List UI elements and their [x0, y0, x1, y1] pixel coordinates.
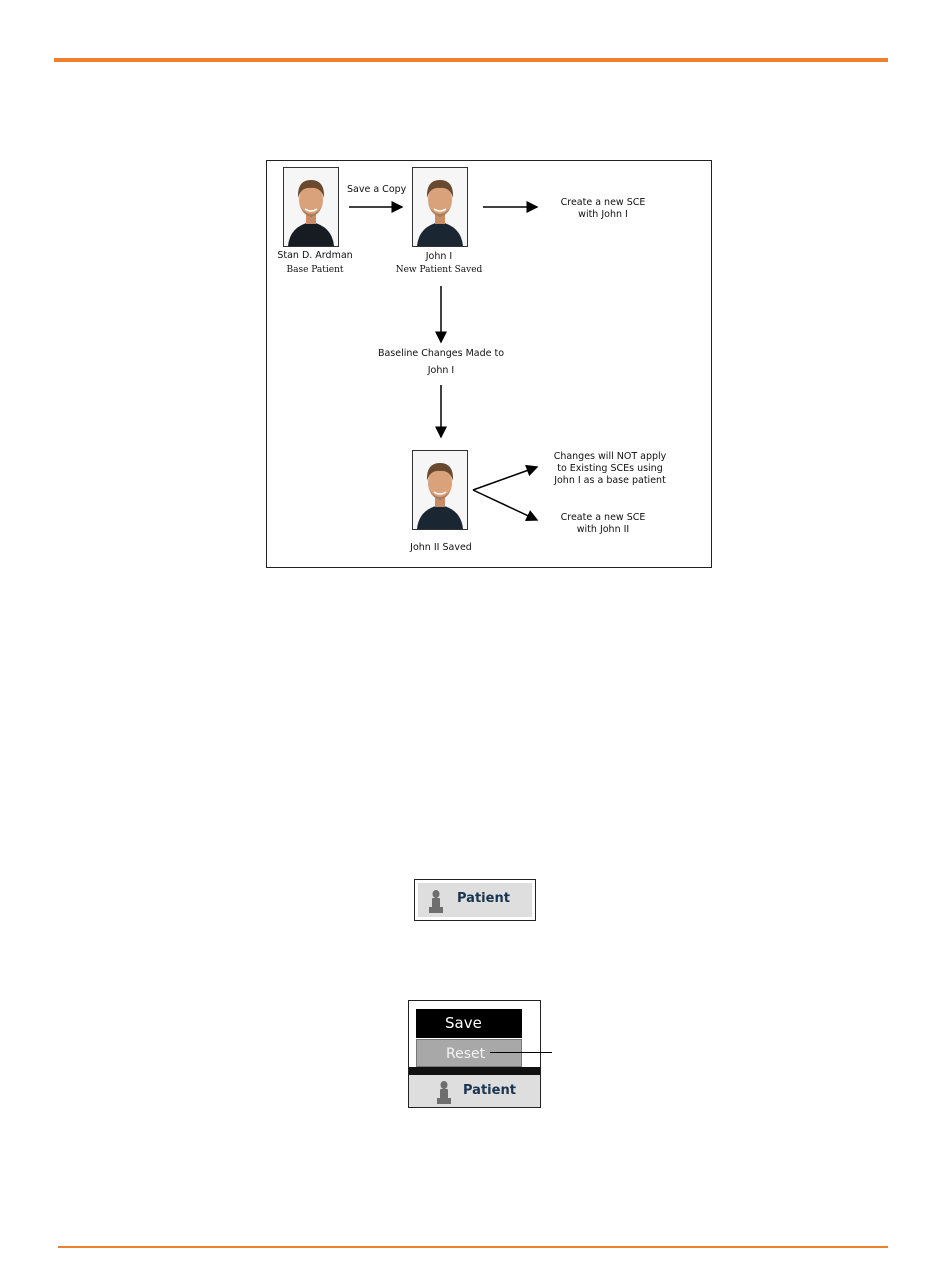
- baseline-line1: Baseline Changes Made to: [377, 348, 505, 359]
- patient-button[interactable]: [418, 883, 532, 917]
- baseline-line2: John I: [427, 365, 455, 376]
- patient-copy-flow-diagram: [266, 160, 712, 568]
- menu-patient-button[interactable]: [409, 1075, 540, 1107]
- patient-figure-icon: [428, 889, 444, 913]
- top-accent-rule: [54, 58, 888, 62]
- not-apply-line1: Changes will NOT apply: [553, 451, 667, 462]
- arrow-not-apply: [473, 467, 537, 490]
- john1-photo: [412, 167, 468, 247]
- stan-role: Base Patient: [286, 265, 344, 275]
- patient-button-label: Patient: [457, 891, 510, 906]
- menu-save-item[interactable]: Save: [416, 1009, 522, 1038]
- john1-role: New Patient Saved: [395, 265, 483, 275]
- patient-figure-icon: [436, 1080, 452, 1104]
- create-sce-john1-line1: Create a new SCE: [560, 197, 646, 208]
- save-copy-label: Save a Copy: [347, 184, 407, 195]
- not-apply-line2: to Existing SCEs using: [557, 463, 663, 474]
- create-sce-john2-line2: with John II: [576, 524, 630, 535]
- menu-patient-label: Patient: [463, 1083, 516, 1098]
- not-apply-line3: John I as a base patient: [554, 475, 666, 486]
- bottom-accent-rule: [58, 1246, 888, 1248]
- stan-name: Stan D. Ardman: [277, 250, 353, 261]
- menu-reset-item[interactable]: Reset: [416, 1039, 522, 1067]
- arrow-create-sce-john2: [473, 490, 537, 520]
- create-sce-john2-line1: Create a new SCE: [560, 512, 646, 523]
- patient-button-screenshot: [414, 879, 536, 921]
- create-sce-john1-line2: with John I: [578, 209, 628, 220]
- john2-caption: John II Saved: [410, 542, 472, 553]
- reset-callout-line: [490, 1052, 552, 1053]
- menu-divider: [409, 1067, 540, 1075]
- patient-menu-screenshot: [408, 1000, 541, 1108]
- john1-name: John I: [425, 251, 453, 262]
- john2-photo: [412, 450, 468, 530]
- stan-photo: [283, 167, 339, 247]
